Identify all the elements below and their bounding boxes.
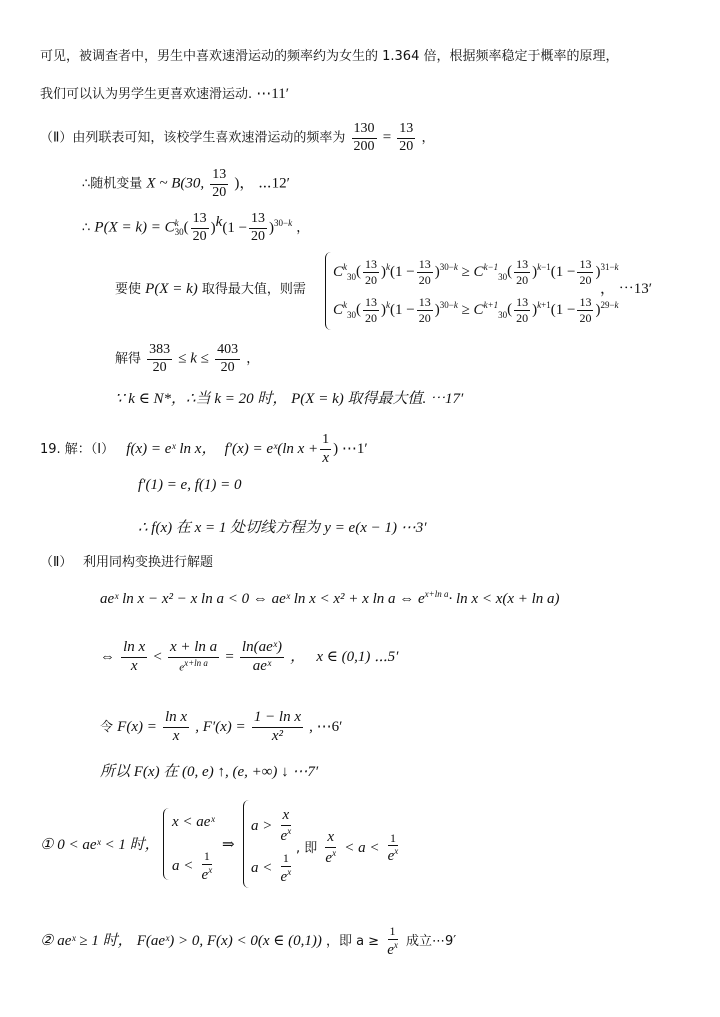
equivalence-text: aeˣ ln x − x² − x ln a < 0 ⇔ aeˣ ln x < x² + x ln a ⇔ e [100,591,425,607]
case-1-brace-right [243,800,250,888]
fraction-1-ex: $\frac{1}{e^x}$ [387,924,398,958]
conclusion-text: ∵ k ∈ N*，∴当 k = 20 时， P(X = k) 取得最大值. ⋯17′ [115,391,464,407]
score-mark-11: ⋯11′ [256,86,290,102]
fraction-lnx-x-F: $\frac{\text{ln x}}{x}$ [164,709,188,744]
exponent: x+ln a [424,589,449,599]
pmf-term: P(X = k) [145,281,198,297]
condition-intro: 要使 [115,282,142,297]
comma: ， [421,130,435,146]
score-mark-13: ， ⋯13′ [600,281,653,297]
score-mark-5: ， x ∈ (0,1) ⋯5′ [290,648,399,665]
fraction-ln-aex: $\frac{\text{ln(aeˣ)}}{\text{aeˣ}}$ [241,639,282,674]
F-derivative: , F′(x) = [195,718,246,735]
equals-sign: = [382,129,392,146]
case-1-row-3: a > $\frac{x}{e^x}$ [251,807,292,844]
solve-k-line [115,343,259,375]
binomial-expression: X ~ B(30, [146,175,205,192]
case-2-expression: F(aeˣ) > 0, F(x) < 0(x ∈ (0,1)) [136,933,322,950]
F-definition: F(x) = [117,718,157,735]
iff-sign: ⇔ [100,648,115,665]
comma: ， [296,220,310,236]
line-2-text: 我们可以认为男学生更喜欢速滑运动. [40,87,253,102]
case-1-row-4: a < $\frac{1}{e^x}$ [251,851,292,885]
derivative-expression: f′(x) = eˣ(ln x + [224,441,319,458]
case-2-label: ② aeˣ ≥ 1 时， [40,933,133,950]
equivalence-end: · ln x < x(x + ln a) [448,591,560,607]
equivalence-chain [100,590,560,607]
problem-19-part-i [40,433,368,466]
fraction-1-x: $\frac{1}{x}$ [322,432,330,466]
part-ii-heading: （Ⅱ） 利用同构变换进行解题 [40,555,214,570]
fraction-130-200: $\frac{130}{200}$ [353,121,375,154]
part-ii-frequency-line [40,122,434,154]
fraction-13-20-b: $\frac{13}{20}$ [212,167,227,200]
binomial-line [82,168,290,200]
inequality-row-1: $C^k_{30}$( $\frac{13}{20}$ )$^k$(1 − $\frac{13}{20}$ )$^{30-k} \ge C^{k-1}_{30}$( $\frac{13}{20}$ )$^{k-1}$(1 − $\frac{13}{20}$ )$^{31-k}$ [333,257,619,287]
fraction-1-minus-lnx: $\frac{\text{1 − ln x}}{\text{x²}}$ [253,709,302,744]
score-mark-9: 成立⋯9′ [406,934,457,950]
ratio-equivalence: ⇔ $\frac{\text{ln x}}{x}$ < $\frac{\text{x + ln a}}{e^{x+ln a}}$ = $\frac{\text{ln(aeˣ)}}{\text{aeˣ}}$ ， x ∈ (0,1) ⋯5′ [100,639,399,674]
paragraph-line-2 [40,87,289,102]
derivative-at-1: f′(1) = e, f(1) = 0 [138,477,242,493]
fraction-383-20: $\frac{383}{20}$ [149,342,171,375]
problem-19-label: 19. 解：（Ⅰ） [40,442,115,458]
function-definition: f(x) = eˣ ln x， [126,441,217,458]
max-condition-line [115,282,306,297]
inequality-row-2: $C^k_{30}$( $\frac{13}{20}$ )$^k$(1 − $\frac{13}{20}$ )$^{30-k} \ge C^{k+1}_{30}$( $\frac{13}{20}$ )$^{k+1}$(1 − $\frac{13}{20}$ )$^{29-k}$ [333,295,619,325]
fraction-13-20: $\frac{13}{20}$ [399,121,414,154]
monotonicity: 所以 F(x) 在 (0, e) ↑, (e, +∞) ↓ ⋯7′ [100,764,319,780]
paragraph-line-1: 可见，被调查者中，男生中喜欢速滑运动的频率约为女生的 1.364 倍，根据频率稳定于概率的原理， [40,49,619,64]
case-1-row-2: a < $\frac{1}{e^x}$ [172,849,213,883]
condition-mid: 取得最大值，则需 [201,282,306,297]
case-2-line [40,925,456,958]
binomial-intro: ∴随机变量 [82,176,143,192]
tangent-equation: y = e(x − 1) ⋯3′ [324,520,427,536]
fraction-x-plus-lna: $\frac{\text{x + ln a}}{e^{x+ln a}}$ [169,639,218,674]
therefore-sign: ∴ [82,220,91,236]
case-2-mid: ，即 a ≥ [325,934,380,950]
case-1-brace-left [163,808,170,880]
case-1-row-1: x < aeˣ [172,814,215,830]
fraction-403-20: $\frac{403}{20}$ [217,342,239,375]
implies-arrow: ⇒ [222,837,235,853]
pmf-line: ∴ P(X = k) = C k 30 ( $\frac{13}{20}$ )$^k$(1 − $\frac{13}{20}$ )$^{30-k}$ ， [82,211,310,244]
combination-indices: k 30 [174,218,184,238]
score-mark-12: )， ⋯12′ [234,175,290,192]
pmf-expression: P(X = k) = C [94,219,175,236]
k-range: ≤ k ≤ [178,350,209,367]
score-mark-1: ) ⋯1′ [333,441,368,458]
case-1-label: ① 0 < aeˣ < 1 时， [40,837,160,853]
solve-intro: 解得 [115,351,142,367]
fraction-lnx-x: $\frac{\text{ln x}}{x}$ [123,639,146,674]
conclusion-k20 [115,392,463,407]
define-F [100,710,342,745]
case-1-result: , 即 $\frac{x}{e^x}$ < a < $\frac{1}{e^x}$ [296,829,399,866]
part-ii-intro: （Ⅱ）由列联表可知，该校学生喜欢速滑运动的频率为 [40,130,346,146]
score-mark-6: , ⋯6′ [309,718,343,735]
let-sign: 令 [100,719,114,735]
tangent-line [138,521,427,536]
comma: ， [246,351,260,367]
tangent-intro: ∴ f(x) 在 x = 1 处切线方程为 [138,520,321,536]
system-brace [325,252,332,330]
